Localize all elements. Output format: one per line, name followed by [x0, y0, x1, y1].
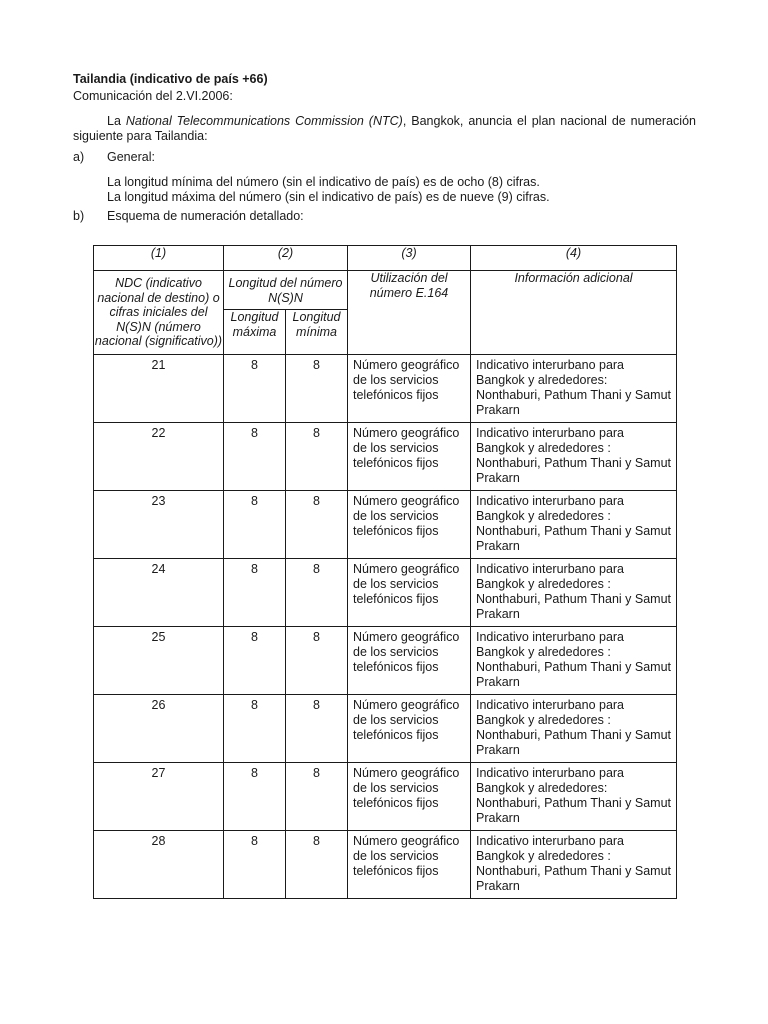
- col-number-2: (2): [224, 246, 348, 271]
- table-row: [94, 831, 677, 899]
- table-row: [94, 355, 677, 423]
- cell-min-length: 8: [286, 831, 348, 899]
- cell-usage: Número geográfico de los servicios telefónicos fijos: [348, 763, 471, 831]
- col-number-3: (3): [348, 246, 471, 271]
- cell-ndc: 24: [94, 559, 224, 627]
- cell-info: Indicativo interurbano para Bangkok y alrededores : Nonthaburi, Pathum Thani y Samut Prakarn: [471, 695, 677, 763]
- cell-ndc: 23: [94, 491, 224, 559]
- section-b-heading: Esquema de numeración detallado:: [107, 209, 304, 223]
- cell-ndc: 26: [94, 695, 224, 763]
- table-header-row: [94, 271, 677, 310]
- table-row: [94, 763, 677, 831]
- cell-usage: Número geográfico de los servicios telefónicos fijos: [348, 627, 471, 695]
- intro-italic: National Telecommunications Commission (NTC): [125, 114, 403, 128]
- cell-info: Indicativo interurbano para Bangkok y alrededores : Nonthaburi, Pathum Thani y Samut Prakarn: [471, 831, 677, 899]
- cell-min-length: 8: [286, 355, 348, 423]
- col-number-1: (1): [94, 246, 224, 271]
- table-body: [94, 355, 677, 899]
- cell-usage: Número geográfico de los servicios telefónicos fijos: [348, 559, 471, 627]
- header-length: Longitud del número N(S)N: [224, 271, 348, 310]
- intro-paragraph: [73, 114, 696, 144]
- numbering-table: [93, 245, 677, 899]
- cell-min-length: 8: [286, 627, 348, 695]
- cell-ndc: 28: [94, 831, 224, 899]
- cell-info: Indicativo interurbano para Bangkok y alrededores: Nonthaburi, Pathum Thani y Samut Prakarn: [471, 763, 677, 831]
- cell-min-length: 8: [286, 491, 348, 559]
- table-row: [94, 559, 677, 627]
- cell-max-length: 8: [224, 491, 286, 559]
- cell-max-length: 8: [224, 355, 286, 423]
- cell-min-length: 8: [286, 695, 348, 763]
- cell-max-length: 8: [224, 831, 286, 899]
- cell-ndc: 27: [94, 763, 224, 831]
- cell-ndc: 22: [94, 423, 224, 491]
- header-usage: Utilización del número E.164: [348, 271, 471, 355]
- cell-usage: Número geográfico de los servicios telefónicos fijos: [348, 695, 471, 763]
- cell-min-length: 8: [286, 763, 348, 831]
- section-a-label: a): [73, 150, 85, 164]
- cell-max-length: 8: [224, 627, 286, 695]
- cell-min-length: 8: [286, 559, 348, 627]
- document-page: [73, 72, 696, 893]
- table-row: [94, 695, 677, 763]
- table-row: [94, 491, 677, 559]
- header-min-length: Longitud mínima: [286, 310, 348, 355]
- cell-info: Indicativo interurbano para Bangkok y alrededores : Nonthaburi, Pathum Thani y Samut Prakarn: [471, 627, 677, 695]
- header-max-length: Longitud máxima: [224, 310, 286, 355]
- cell-usage: Número geográfico de los servicios telefónicos fijos: [348, 491, 471, 559]
- cell-info: Indicativo interurbano para Bangkok y alrededores : Nonthaburi, Pathum Thani y Samut Prakarn: [471, 423, 677, 491]
- cell-max-length: 8: [224, 423, 286, 491]
- section-a: [73, 150, 696, 165]
- header-ndc: NDC (indicativo nacional de destino) o cifras iniciales del N(S)N (número nacional (significativo)): [94, 271, 224, 355]
- section-b: [73, 209, 696, 224]
- cell-info: Indicativo interurbano para Bangkok y alrededores : Nonthaburi, Pathum Thani y Samut Prakarn: [471, 559, 677, 627]
- document-title: Tailandia (indicativo de país +66): [73, 72, 268, 86]
- section-b-label: b): [73, 209, 85, 223]
- cell-max-length: 8: [224, 763, 286, 831]
- cell-ndc: 25: [94, 627, 224, 695]
- cell-max-length: 8: [224, 695, 286, 763]
- intro-before: La: [107, 114, 126, 128]
- cell-ndc: 21: [94, 355, 224, 423]
- cell-usage: Número geográfico de los servicios telefónicos fijos: [348, 355, 471, 423]
- header-info: Información adicional: [471, 271, 677, 355]
- general-line-1: La longitud mínima del número (sin el indicativo de país) es de ocho (8) cifras.: [107, 175, 540, 189]
- cell-info: Indicativo interurbano para Bangkok y alrededores: Nonthaburi, Pathum Thani y Samut Prakarn: [471, 355, 677, 423]
- table-row: [94, 627, 677, 695]
- communication-date: Comunicación del 2.VI.2006:: [73, 89, 233, 103]
- table-row: [94, 423, 677, 491]
- cell-usage: Número geográfico de los servicios telefónicos fijos: [348, 831, 471, 899]
- general-line-2: La longitud máxima del número (sin el indicativo de país) es de nueve (9) cifras.: [107, 190, 550, 204]
- general-lines: [107, 175, 696, 205]
- cell-usage: Número geográfico de los servicios telefónicos fijos: [348, 423, 471, 491]
- col-number-4: (4): [471, 246, 677, 271]
- table-column-numbers: [94, 246, 677, 271]
- intro-after: , Bangkok, anuncia el plan nacional de numeración siguiente para Tailandia:: [73, 114, 696, 143]
- section-a-heading: General:: [107, 150, 155, 164]
- cell-info: Indicativo interurbano para Bangkok y alrededores : Nonthaburi, Pathum Thani y Samut Prakarn: [471, 491, 677, 559]
- cell-min-length: 8: [286, 423, 348, 491]
- cell-max-length: 8: [224, 559, 286, 627]
